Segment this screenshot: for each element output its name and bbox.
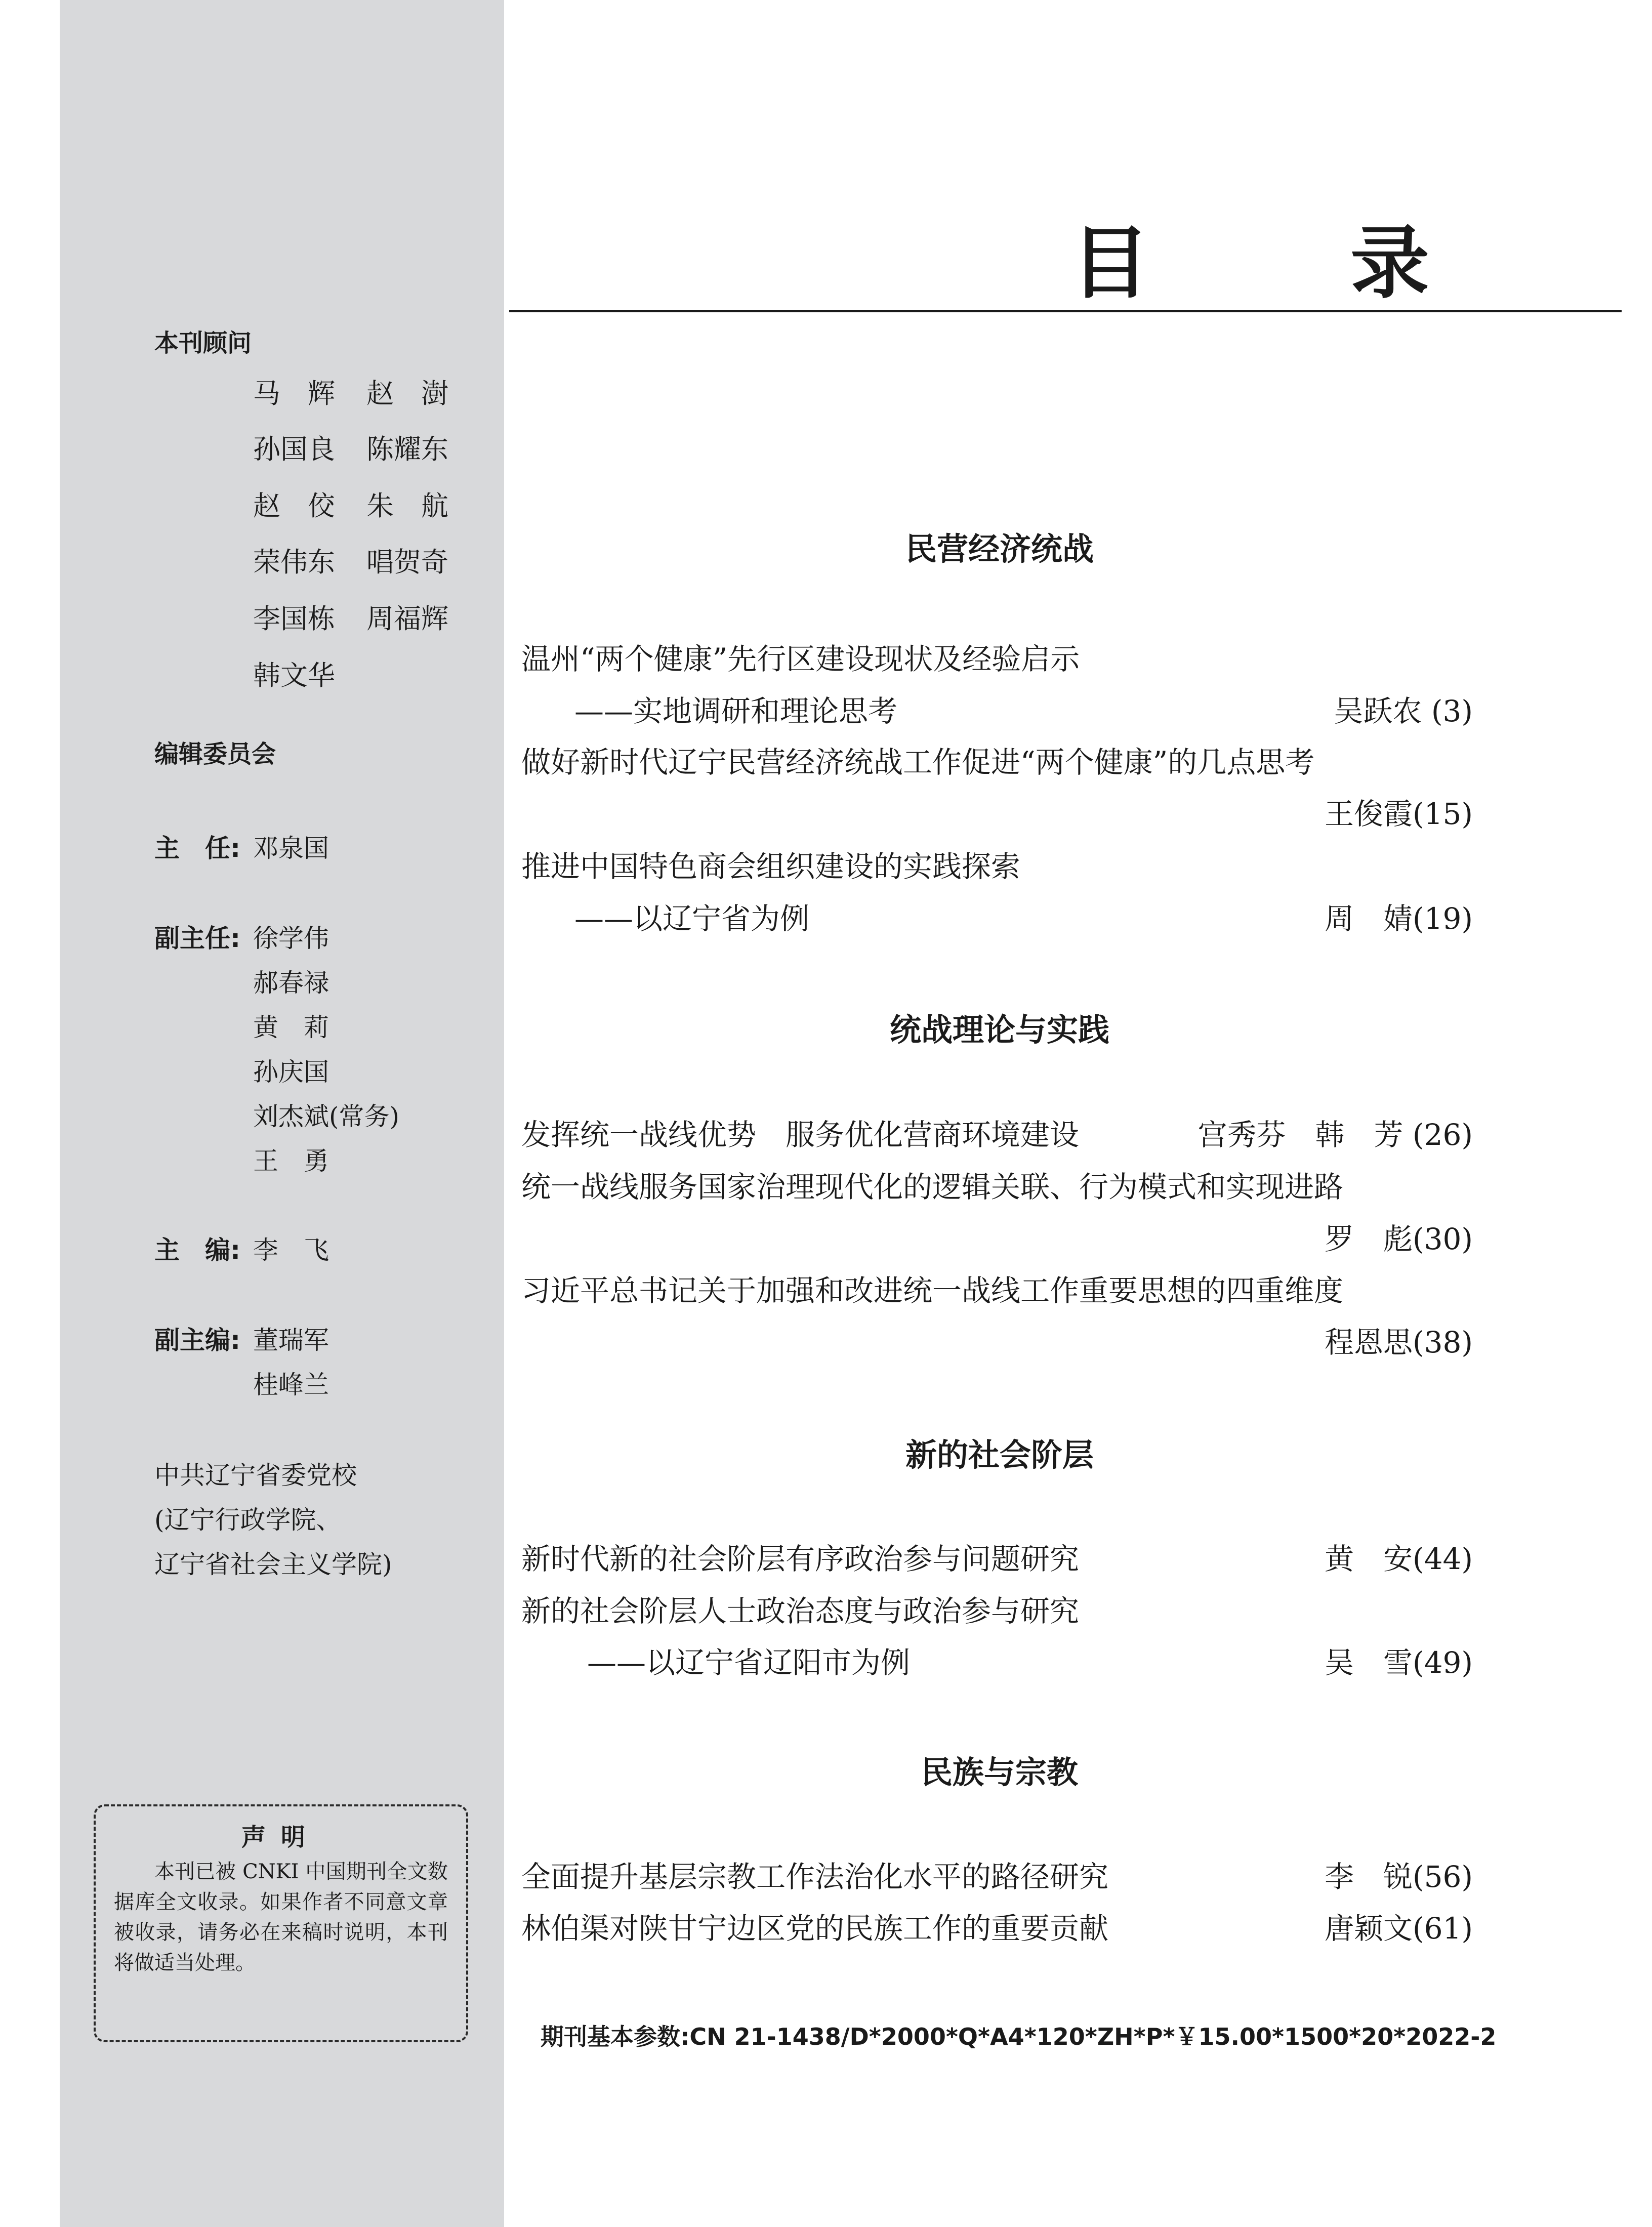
article-subtitle: ——以辽宁省辽阳市为例 (587, 1645, 911, 1680)
article-author-page: 吴跃农 (3) (1334, 694, 1473, 728)
article-title: 全面提升基层宗教工作法治化水平的路径研究 (521, 1860, 1109, 1894)
page-title: 目 录 (1071, 217, 1490, 309)
toc-entry[interactable] (521, 639, 1473, 679)
article-author-page: 宫秀芬 韩 芳 (26) (1197, 1118, 1473, 1152)
toc-entry-continued[interactable] (521, 691, 1473, 731)
advisor-row: 韩文华 (253, 659, 335, 691)
article-author-page: 罗 彪(30) (1324, 1222, 1473, 1256)
director-name: 邓泉国 (253, 834, 329, 863)
affiliation-line: 中共辽宁省委党校 (154, 1461, 357, 1490)
article-title: 做好新时代辽宁民营经济统战工作促进“两个健康”的几点思考 (521, 745, 1315, 779)
toc-entry-continued[interactable] (521, 1322, 1473, 1363)
declaration-body: 本刊已被 CNKI 中国期刊全文数据库全文收录。如果作者不同意文章被收录，请务必在来稿时说明，本刊将做适当处理。 (114, 1860, 448, 1974)
deputy-chief-editor-name: 桂峰兰 (253, 1370, 329, 1399)
article-author-page: 李 锐(56) (1324, 1860, 1473, 1894)
advisors-label: 本刊顾问 (154, 329, 252, 357)
deputy-director-label: 副主任: (154, 924, 240, 953)
article-title: 新时代新的社会阶层有序政治参与问题研究 (521, 1542, 1080, 1576)
deputy-director-name: 刘杰斌(常务) (253, 1102, 400, 1131)
chief-editor-label: 主 编: (154, 1235, 240, 1265)
article-subtitle: ——实地调研和理论思考 (574, 694, 898, 728)
article-title: 林伯渠对陕甘宁边区党的民族工作的重要贡献 (521, 1911, 1109, 1946)
editorial-board-label: 编辑委员会 (154, 740, 276, 768)
deputy-director-name: 徐学伟 (253, 924, 329, 953)
article-author-page: 黄 安(44) (1324, 1542, 1473, 1576)
advisor-row: 荣伟东 唱贺奇 (253, 546, 448, 578)
declaration-title: 声明 (241, 1823, 320, 1851)
deputy-chief-editor-label: 副主编: (154, 1326, 240, 1355)
header-rule (509, 310, 1622, 312)
affiliation-line: (辽宁行政学院、 (154, 1505, 342, 1535)
article-title: 习近平总书记关于加强和改进统一战线工作重要思想的四重维度 (521, 1273, 1344, 1308)
article-title: 温州“两个健康”先行区建设现状及经验启示 (521, 642, 1080, 676)
section-title: 民营经济统战 (905, 530, 1094, 567)
toc-entry-continued[interactable] (521, 898, 1473, 939)
toc-entry[interactable] (521, 1270, 1473, 1311)
chief-editor-name: 李 飞 (253, 1235, 329, 1265)
toc-entry[interactable] (521, 742, 1473, 782)
toc-entry[interactable] (521, 1857, 1473, 1897)
article-title: 发挥统一战线优势 服务优化营商环境建设 (521, 1118, 1080, 1152)
article-title: 推进中国特色商会组织建设的实践探索 (521, 849, 1021, 884)
deputy-director-name: 王 勇 (253, 1146, 329, 1176)
director-label: 主 任: (154, 834, 240, 863)
deputy-director-name: 郝春禄 (253, 968, 329, 998)
advisor-row: 马 辉 赵 澍 (253, 378, 448, 409)
article-author-page: 唐颖文(61) (1324, 1911, 1473, 1946)
deputy-chief-editor-name: 董瑞军 (253, 1326, 329, 1355)
article-title: 新的社会阶层人士政治态度与政治参与研究 (521, 1594, 1080, 1628)
section-title: 新的社会阶层 (905, 1436, 1094, 1473)
affiliation-line: 辽宁省社会主义学院) (154, 1550, 392, 1579)
section-title: 统战理论与实践 (889, 1011, 1109, 1048)
article-title: 统一战线服务国家治理现代化的逻辑关联、行为模式和实现进路 (521, 1170, 1344, 1204)
article-author-page: 程恩思(38) (1324, 1325, 1473, 1359)
advisor-row: 赵 佼 朱 航 (253, 490, 448, 522)
advisor-row: 李国栋 周福辉 (253, 603, 448, 635)
toc-entry[interactable] (521, 1167, 1473, 1207)
toc-entry-continued[interactable] (521, 1642, 1473, 1683)
toc-entry[interactable] (521, 1115, 1473, 1155)
deputy-director-name: 黄 莉 (253, 1013, 329, 1042)
article-author-page: 吴 雪(49) (1324, 1645, 1473, 1680)
declaration-box (94, 1804, 468, 2042)
toc-entry-continued[interactable] (521, 794, 1473, 834)
toc-entry[interactable] (521, 846, 1473, 887)
toc-entry[interactable] (521, 1908, 1473, 1949)
advisor-row: 孙国良 陈耀东 (253, 433, 448, 465)
toc-entry[interactable] (521, 1591, 1473, 1631)
toc-entry[interactable] (521, 1539, 1473, 1579)
section-title: 民族与宗教 (921, 1754, 1078, 1791)
toc-entry-continued[interactable] (521, 1219, 1473, 1259)
article-author-page: 周 婧(19) (1324, 901, 1473, 936)
deputy-director-name: 孙庆国 (253, 1057, 329, 1087)
article-subtitle: ——以辽宁省为例 (574, 901, 810, 936)
journal-parameters: 期刊基本参数:CN 21-1438/D*2000*Q*A4*120*ZH*P*￥15.00*1500*20*2022-2 (541, 2023, 1497, 2050)
article-author-page: 王俊霞(15) (1324, 797, 1473, 831)
